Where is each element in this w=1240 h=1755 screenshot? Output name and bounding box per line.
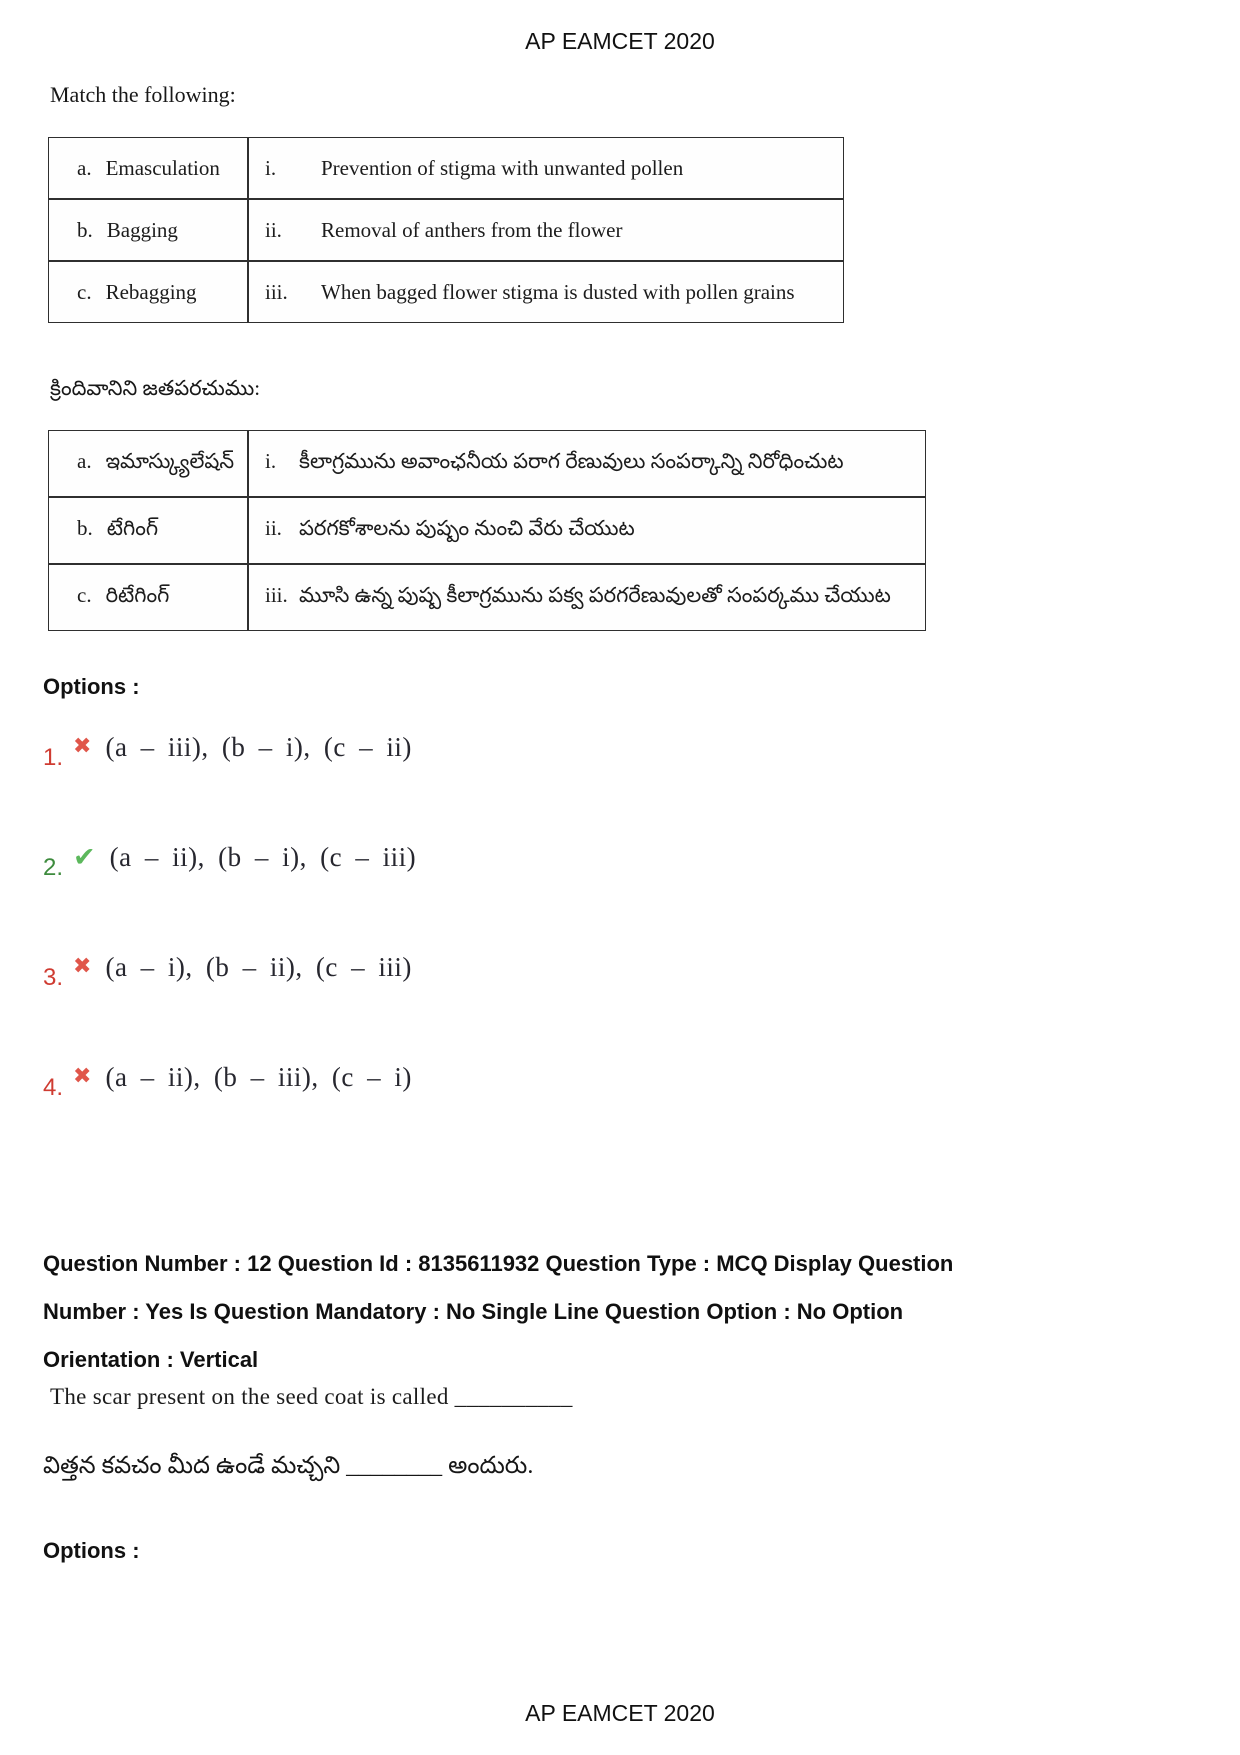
- option-2: [43, 832, 416, 882]
- wrong-mark-icon: ✖: [73, 1064, 92, 1089]
- row-numeral: ii.: [265, 515, 282, 540]
- row-term: Emasculation: [105, 155, 220, 180]
- page-title: AP EAMCET 2020: [525, 28, 715, 54]
- row-letter: b.: [77, 217, 93, 242]
- row-description: కీలాగ్రమును అవాంఛనీయ పరాగ రేణువులు సంపర్కాన్ని నిరోధించుట: [299, 448, 844, 473]
- row-description: మూసి ఉన్న పుష్ప కీలాగ్రమును పక్వ పరగరేణువులతో సంపర్కము చేయుట: [299, 582, 891, 607]
- metadata-line: Number : Yes Is Question Mandatory : No Single Line Question Option : No Option: [43, 1299, 904, 1324]
- row-letter: b.: [77, 515, 93, 540]
- metadata-line: Question Number : 12 Question Id : 8135611932 Question Type : MCQ Display Question: [43, 1251, 954, 1276]
- row-term: టేగింగ్: [106, 515, 159, 540]
- row-description: పరగకోశాలను పుష్పం నుంచి వేరు చేయుట: [299, 515, 635, 540]
- question-metadata: [43, 1240, 1148, 1384]
- option-1: [43, 722, 412, 772]
- row-term: Bagging: [106, 217, 178, 242]
- table-row: [48, 430, 926, 497]
- option-number: 1.: [43, 744, 64, 771]
- row-letter: a.: [77, 155, 92, 180]
- table-row: [48, 137, 844, 199]
- option-text: (a – i), (b – ii), (c – iii): [105, 951, 412, 982]
- row-description: Prevention of stigma with unwanted pollen: [321, 155, 684, 180]
- option-number: 2.: [43, 854, 64, 881]
- option-number: 3.: [43, 964, 64, 991]
- wrong-mark-icon: ✖: [73, 734, 92, 759]
- row-numeral: i.: [265, 155, 277, 180]
- option-text: (a – ii), (b – iii), (c – i): [105, 1061, 412, 1092]
- wrong-mark-icon: ✖: [73, 954, 92, 979]
- row-term: రిటేగింగ్: [105, 582, 170, 607]
- option-3: [43, 942, 412, 992]
- row-description: Removal of anthers from the flower: [321, 217, 623, 242]
- correct-mark-icon: ✔: [73, 841, 96, 873]
- row-description: When bagged flower stigma is dusted with pollen grains: [321, 279, 795, 304]
- question-text-english: The scar present on the seed coat is called __________: [50, 1384, 573, 1409]
- row-numeral: ii.: [265, 217, 282, 242]
- table-row: [48, 261, 844, 323]
- option-4: [43, 1052, 412, 1102]
- metadata-line: Orientation : Vertical: [43, 1347, 259, 1372]
- options-label: Options :: [43, 674, 140, 699]
- row-letter: a.: [77, 448, 92, 473]
- match-prompt-english: Match the following:: [50, 82, 236, 107]
- question-text-telugu: విత్తన కవచం మీద ఉండే మచ్చని ________ అందురు.: [43, 1453, 534, 1479]
- options-label: Options :: [43, 1538, 140, 1563]
- table-row: [48, 199, 844, 261]
- footer-title: AP EAMCET 2020: [525, 1700, 715, 1726]
- match-table-telugu: [48, 430, 926, 631]
- row-numeral: iii.: [265, 582, 288, 607]
- table-row: [48, 497, 926, 564]
- row-letter: c.: [77, 279, 92, 304]
- table-row: [48, 564, 926, 631]
- row-numeral: i.: [265, 448, 277, 473]
- option-number: 4.: [43, 1074, 64, 1101]
- row-term: ఇమాస్క్యులేషన్: [105, 448, 235, 473]
- option-text: (a – iii), (b – i), (c – ii): [105, 731, 412, 762]
- match-table-english: [48, 137, 844, 323]
- row-letter: c.: [77, 582, 92, 607]
- option-text: (a – ii), (b – i), (c – iii): [109, 841, 417, 872]
- match-prompt-telugu: క్రిందివానిని జతపరచుము:: [50, 376, 261, 400]
- row-numeral: iii.: [265, 279, 288, 304]
- row-term: Rebagging: [105, 279, 197, 304]
